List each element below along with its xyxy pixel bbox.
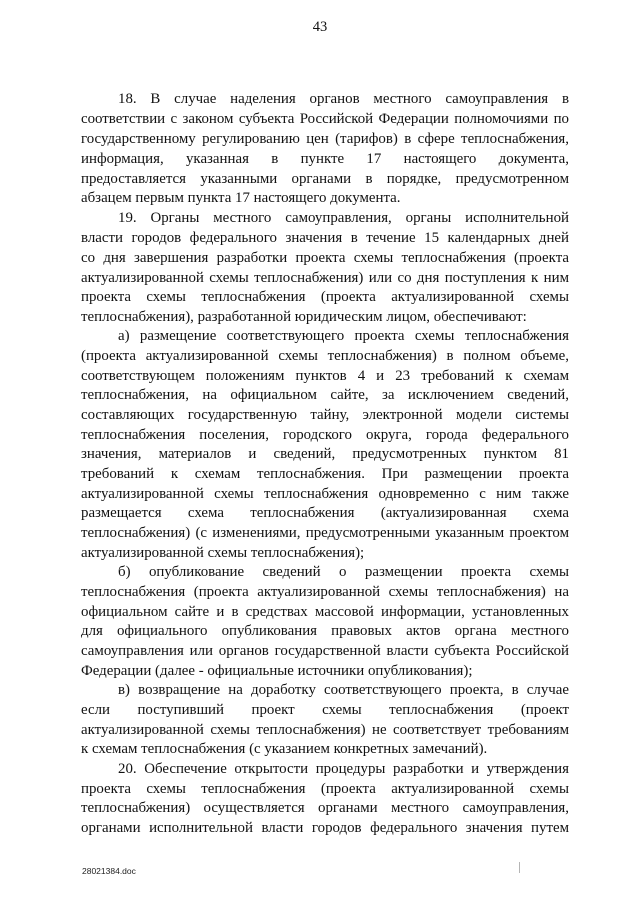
text-line: теплоснабжения) осуществляется органами местного самоуправления, — [81, 800, 569, 816]
text-line: со дня завершения разработки проекта схемы теплоснабжения (проекта — [81, 250, 569, 266]
text-line: если поступивший проект схемы теплоснабжения (проект — [81, 702, 569, 718]
text-line: 18. В случае наделения органов местного самоуправления в — [118, 91, 569, 107]
text-line: актуализированной схемы теплоснабжения одновременно с ним также — [81, 486, 569, 502]
footer-file-code: 28021384.doc — [82, 866, 136, 876]
text-line: 20. Обеспечение открытости процедуры разработки и утверждения — [118, 761, 569, 777]
text-line: а) размещение соответствующего проекта схемы теплоснабжения — [118, 328, 569, 344]
text-line: соответствующем положениям пунктов 4 и 23 требований к схемам — [81, 368, 569, 384]
text-line: значения, материалов и сведений, предусмотренных пунктом 81 — [81, 446, 569, 462]
text-line: проекта схемы теплоснабжения (проекта актуализированной схемы — [81, 289, 569, 305]
text-line: абзацем первым пункта 17 настоящего документа. — [81, 190, 401, 206]
text-line: государственному регулированию цен (тарифов) в сфере теплоснабжения, — [81, 131, 569, 147]
text-line: предоставляется указанными органами в порядке, предусмотренном — [81, 171, 569, 187]
text-line: актуализированной схемы теплоснабжения) или со дня поступления к ним — [81, 270, 569, 286]
text-line: требований к схемам теплоснабжения. При размещении проекта — [81, 466, 569, 482]
text-line: актуализированной схемы теплоснабжения); — [81, 545, 365, 561]
text-line: для официального опубликования правовых актов органа местного — [81, 623, 569, 639]
text-line: органами исполнительной власти городов федерального значения путем — [81, 820, 569, 836]
text-line: власти городов федерального значения в течение 15 календарных дней — [81, 230, 569, 246]
text-line: к схемам теплоснабжения (с указанием конкретных замечаний). — [81, 741, 488, 757]
text-line: теплоснабжения, на официальном сайте, за исключением сведений, — [81, 387, 569, 403]
text-line: информация, указанная в пункте 17 настоящего документа, — [81, 151, 569, 167]
page-number: 43 — [312, 19, 328, 35]
text-line: самоуправления или органов государственной власти субъекта Российской — [81, 643, 569, 659]
text-line: б) опубликование сведений о размещении проекта схемы — [118, 564, 569, 580]
text-line: размещается схема теплоснабжения (актуализированная схема — [81, 505, 569, 521]
text-line: актуализированной схемы теплоснабжения) не соответствует требованиям — [81, 722, 569, 738]
text-line: составляющих государственную тайну, электронной модели системы — [81, 407, 569, 423]
text-line: теплоснабжения поселения, городского округа, города федерального — [81, 427, 569, 443]
text-line: в) возвращение на доработку соответствующего проекта, в случае — [118, 682, 569, 698]
text-line: теплоснабжения) (с изменениями, предусмотренными указанным проектом — [81, 525, 569, 541]
text-line: соответствии с законом субъекта Российской Федерации полномочиями по — [81, 111, 569, 127]
text-line: проекта схемы теплоснабжения (проекта актуализированной схемы — [81, 781, 569, 797]
scan-edge-mark — [519, 862, 520, 873]
text-line: Федерации (далее - официальные источники опубликования); — [81, 663, 473, 679]
text-line: официальном сайте и в средствах массовой информации, установленных — [81, 604, 569, 620]
text-line: теплоснабжения (проекта актуализированной схемы теплоснабжения) на — [81, 584, 569, 600]
text-line: 19. Органы местного самоуправления, органы исполнительной — [118, 210, 569, 226]
text-line: (проекта актуализированной схемы теплоснабжения) в полном объеме, — [81, 348, 569, 364]
text-line: теплоснабжения), разработанной юридическим лицом, обеспечивают: — [81, 309, 527, 325]
